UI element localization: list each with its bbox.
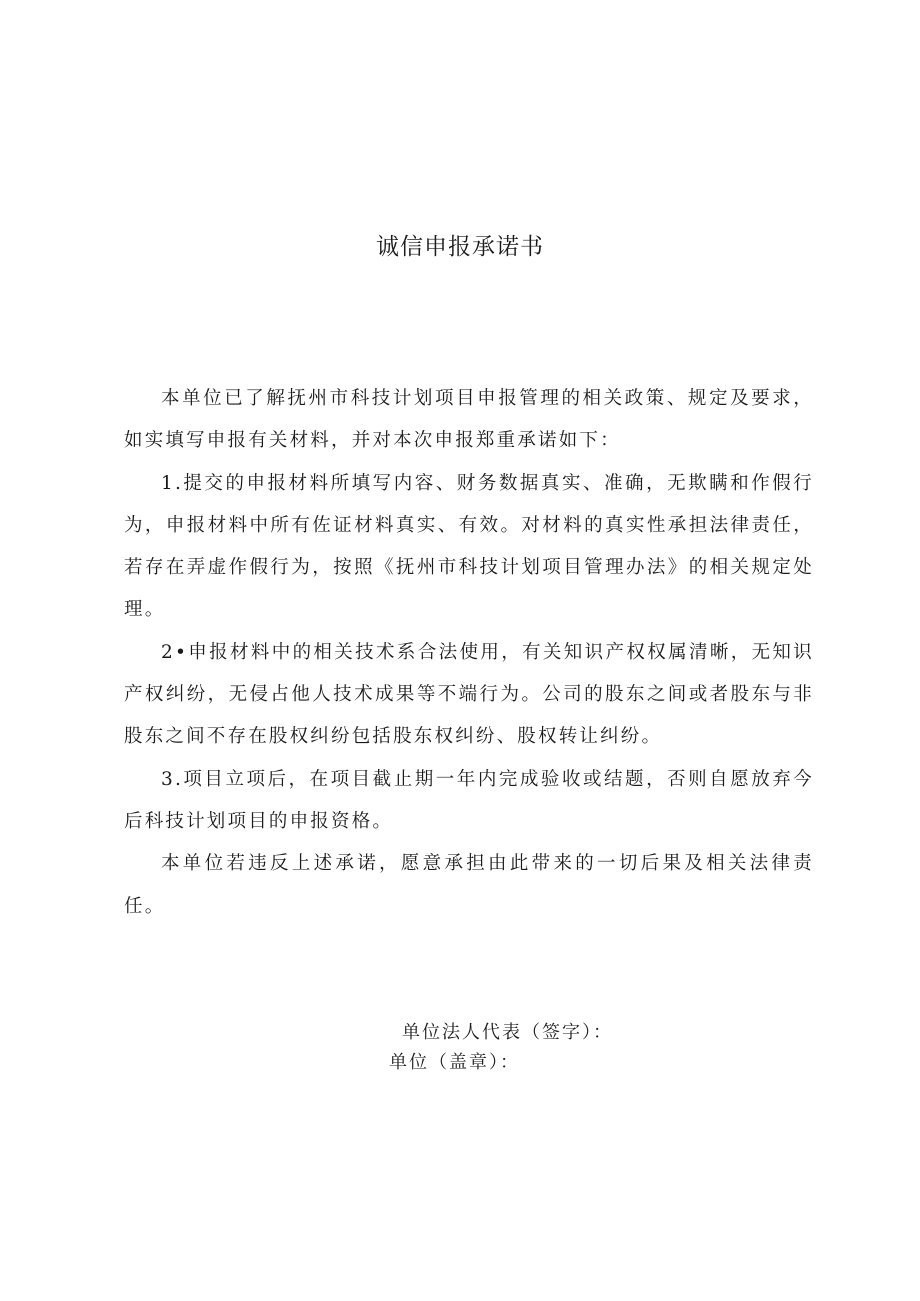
closing-paragraph: 本单位若违反上述承诺，愿意承担由此带来的一切后果及相关法律责任。 <box>124 853 814 917</box>
document-body <box>124 378 814 928</box>
commitment-item-1: 1.提交的申报材料所填写内容、财务数据真实、准确，无欺瞒和作假行为，申报材料中所有佐证材料真实、有效。对材料的真实性承担法律责任，若存在弄虚作假行为，按照《抚州市科技计划项目管理办法》的相关规定处理。 <box>124 472 814 621</box>
commitment-item-2: 2•申报材料中的相关技术系合法使用，有关知识产权权属清晰，无知识产权纠纷，无侵占他人技术成果等不端行为。公司的股东之间或者股东与非股东之间不存在股权纠纷包括股东权纠纷、股权转让纠纷。 <box>124 641 814 748</box>
commitment-item-3: 3.项目立项后，在项目截止期一年内完成验收或结题，否则自愿放弃今后科技计划项目的申报资格。 <box>124 768 814 832</box>
intro-paragraph: 本单位已了解抚州市科技计划项目申报管理的相关政策、规定及要求，如实填写申报有关材料，并对本次申报郑重承诺如下： <box>124 388 814 452</box>
document-title: 诚信申报承诺书 <box>376 234 544 260</box>
unit-seal-label: 单位（盖章）： <box>389 1052 520 1073</box>
legal-representative-signature-label: 单位法人代表（签字）： <box>402 1022 613 1043</box>
